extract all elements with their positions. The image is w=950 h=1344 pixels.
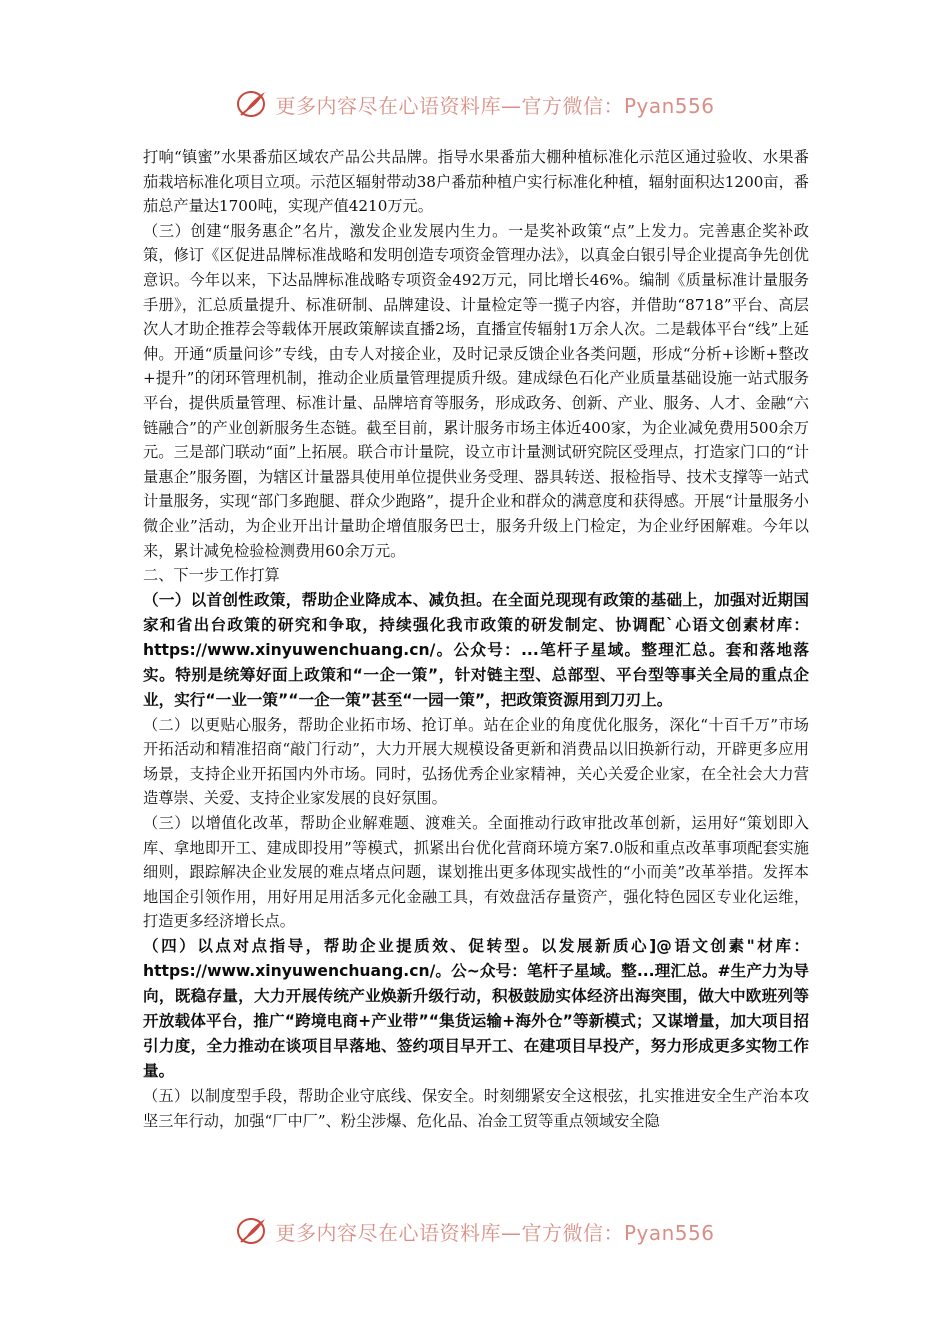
- paragraph: （三）以增值化改革，帮助企业解难题、渡难关。全面推动行政审批改革创新，运用好“策划即入库、拿地即开工、建成即投用”等模式，抓紧出台优化营商环境方案7.0版和重点改革事项配套实施细则，跟踪解决企业发展的难点堵点问题，谋划推出更多体现实战性的“小而美”改革举措。发挥本地国企引领作用，用好用足用活多元化金融工具，有效盘活存量资产，强化特色园区专业化运维，打造更多经济增长点。: [143, 814, 809, 931]
- section-heading: 二、下一步工作打算: [143, 566, 280, 585]
- paragraph: （二）以更贴心服务，帮助企业拓市场、抢订单。站在企业的角度优化服务，深化“十百千万”市场开拓活动和精准招商“敲门行动”，大力开展大规模设备更新和消费品以旧换新行动，开辟更多应用场景，支持企业开拓国内外市场。同时，弘扬优秀企业家精神，关心关爱企业家，在全社会大力营造尊崇、关爱、支持企业家发展的良好氛围。: [143, 715, 809, 808]
- quill-logo-icon: [235, 87, 269, 121]
- paragraph: （五）以制度型手段，帮助企业守底线、保安全。时刻绷紧安全这根弦，扎实推进安全生产治本攻坚三年行动，加强“厂中厂”、粉尘涉爆、危化品、冶金工贸等重点领域安全隐: [143, 1087, 809, 1130]
- document-body: [143, 145, 809, 1133]
- paragraph: （三）创建“服务惠企”名片，激发企业发展内生力。一是奖补政策“点”上发力。完善惠企奖补政策，修订《区促进品牌标准战略和发明创造专项资金管理办法》，以真金白银引导企业提高争先创优意识。今年以来，下达品牌标准战略专项资金492万元，同比增长46%。编制《质量标准计量服务手册》，汇总质量提升、标准研制、品牌建设、计量检定等一揽子内容，并借助“8718”平台、高层次人才助企推荐会等载体开展政策解读直播2场，直播宣传辐射1万余人次。二是载体平台“线”上延伸。开通“质量问诊”专线，由专人对接企业，及时记录反馈企业各类问题，形成“分析+诊断+整改+提升”的闭环管理机制，推动企业质量管理提质升级。建成绿色石化产业质量基础设施一站式服务平台，提供质量管理、标准计量、品牌培育等服务，形成政务、创新、产业、服务、人才、金融“六链融合”的产业创新服务生态链。截至目前，累计服务市场主体近400家，为企业减免费用500余万元。三是部门联动“面”上拓展。联合市计量院，设立市计量测试研究院区受理点，打造家门口的“计量惠企”服务圈，为辖区计量器具使用单位提供业务受理、器具转送、报检指导、技术支撑等一站式计量服务，实现“部门多跑腿、群众少跑路”，提升企业和群众的满意度和获得感。开展“计量服务小微企业”活动，为企业开出计量助企增值服务巴士，服务升级上门检定，为企业纾困解难。今年以来，累计减免检验检测费用60余万元。: [143, 221, 809, 560]
- watermark-banner-top: [0, 84, 950, 124]
- watermark-text-top: 更多内容尽在心语资料库—官方微信：Pyan556: [275, 93, 715, 118]
- watermark-banner-bottom: [0, 1211, 950, 1251]
- watermark-text-bottom: 更多内容尽在心语资料库—官方微信：Pyan556: [275, 1220, 715, 1245]
- paragraph-bold: （四）以点对点指导，帮助企业提质效、促转型。以发展新质心]@语文创素"材库：https://www.xinyuwenchuang.cn/。公~众号：笔杆子星域。整...理汇总。#生产力为导向，既稳存量，大力开展传统产业焕新升级行动，积极鼓励实体经济出海突围，做大中欧班列等开放载体平台，推广“跨境电商+产业带”“集货运输+海外仓”等新模式；又谋增量，加大项目招引力度，全力推动在谈项目早落地、签约项目早开工、在建项目早投产，努力形成更多实物工作量。: [143, 937, 809, 1081]
- quill-logo-icon: [235, 1214, 269, 1248]
- paragraph: 打响“镇蜜”水果番茄区域农产品公共品牌。指导水果番茄大棚种植标准化示范区通过验收、水果番茄栽培标准化项目立项。示范区辐射带动38户番茄种植户实行标准化种植，辐射面积达1200亩，番茄总产量达1700吨，实现产值4210万元。: [143, 148, 809, 216]
- paragraph-bold: （一）以首创性政策，帮助企业降成本、减负担。在全面兑现现有政策的基础上，加强对近期国家和省出台政策的研究和争取，持续强化我市政策的研发制定、协调配`心语文创素材库：https://www.xinyuwenchuang.cn/。公众号：...笔杆子星域。整理汇总。套和落地落实。特别是统筹好面上政策和“一企一策”，针对链主型、总部型、平台型等事关全局的重点企业，实行“一业一策”“一企一策”甚至“一园一策”，把政策资源用到刀刃上。: [143, 590, 809, 709]
